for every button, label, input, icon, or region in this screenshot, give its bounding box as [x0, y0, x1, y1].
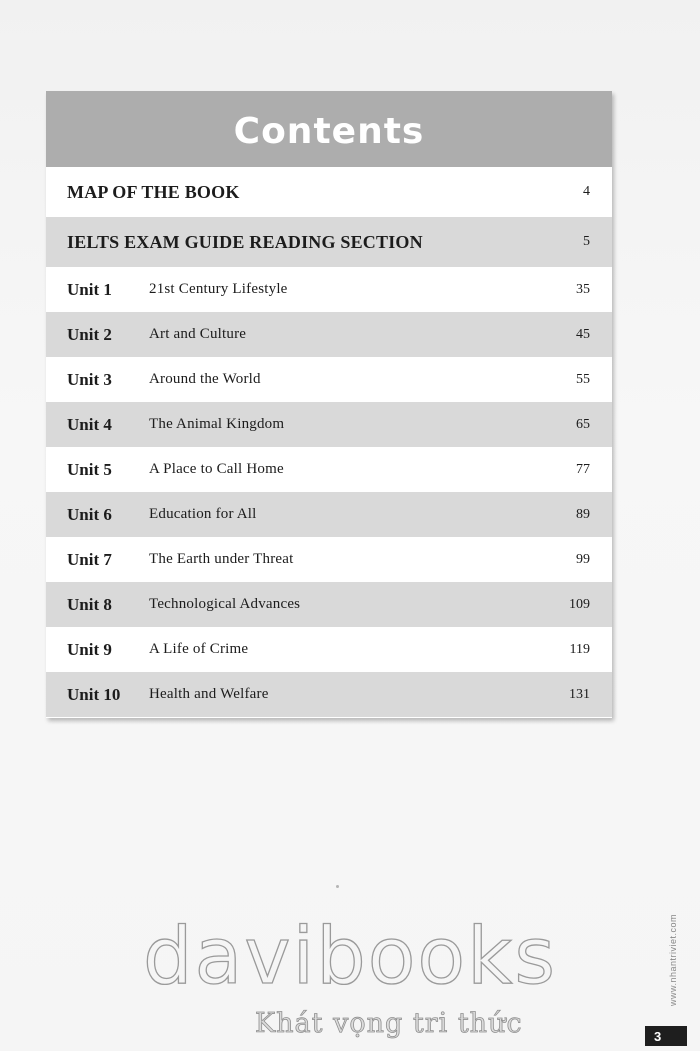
print-mark — [336, 885, 339, 888]
section-label: MAP OF THE BOOK — [67, 181, 240, 202]
page-number: 119 — [569, 641, 590, 657]
unit-row-2[interactable] — [46, 312, 612, 357]
unit-row-5[interactable] — [46, 447, 612, 492]
unit-title: Technological Advances — [149, 596, 301, 612]
page-number: 77 — [576, 461, 590, 477]
page-number: 131 — [569, 686, 590, 702]
page-number: 65 — [576, 416, 590, 432]
contents-table — [46, 91, 612, 718]
section-label: IELTS EXAM GUIDE READING SECTION — [67, 231, 423, 252]
unit-label: Unit 2 — [67, 324, 112, 344]
unit-row-8[interactable] — [46, 582, 612, 627]
brand-watermark: davibooks — [143, 912, 557, 1002]
unit-label: Unit 9 — [67, 639, 112, 659]
page-number: 109 — [569, 596, 590, 612]
page-number: 4 — [583, 184, 590, 199]
unit-label: Unit 6 — [67, 504, 112, 524]
unit-title: Education for All — [149, 506, 257, 522]
unit-title: A Place to Call Home — [149, 461, 284, 477]
website-url: www.nhantriviet.com — [668, 913, 678, 1007]
page-number: 99 — [576, 551, 590, 567]
page-number-badge: 3 — [645, 1026, 687, 1046]
unit-title: 21st Century Lifestyle — [149, 281, 288, 297]
unit-title: The Earth under Threat — [149, 551, 294, 567]
unit-title: The Animal Kingdom — [149, 416, 285, 432]
unit-row-1[interactable] — [46, 267, 612, 312]
contents-header — [46, 91, 612, 167]
unit-label: Unit 4 — [67, 414, 112, 434]
unit-title: A Life of Crime — [149, 641, 249, 657]
unit-row-10[interactable] — [46, 672, 612, 717]
unit-label: Unit 3 — [67, 369, 112, 389]
unit-row-6[interactable] — [46, 492, 612, 537]
unit-title: Health and Welfare — [149, 686, 269, 702]
page-number: 35 — [576, 281, 590, 297]
unit-row-7[interactable] — [46, 537, 612, 582]
page-number: 45 — [576, 326, 590, 342]
unit-row-9[interactable] — [46, 627, 612, 672]
unit-row-4[interactable] — [46, 402, 612, 447]
unit-label: Unit 5 — [67, 459, 112, 479]
page-number: 55 — [576, 371, 590, 387]
unit-label: Unit 1 — [67, 279, 112, 299]
unit-title: Around the World — [149, 371, 261, 387]
unit-title: Art and Culture — [149, 326, 247, 342]
unit-label: Unit 7 — [67, 549, 112, 569]
unit-label: Unit 10 — [67, 684, 121, 704]
page-number: 89 — [576, 506, 590, 522]
brand-tagline: Khát vọng tri thức — [255, 1008, 523, 1039]
unit-row-3[interactable] — [46, 357, 612, 402]
page-number: 5 — [583, 234, 590, 249]
section-row-ielts-exam-guide[interactable] — [46, 217, 612, 267]
section-row-map-of-the-book[interactable] — [46, 167, 612, 217]
contents-title: Contents — [233, 110, 425, 152]
unit-label: Unit 8 — [67, 594, 112, 614]
